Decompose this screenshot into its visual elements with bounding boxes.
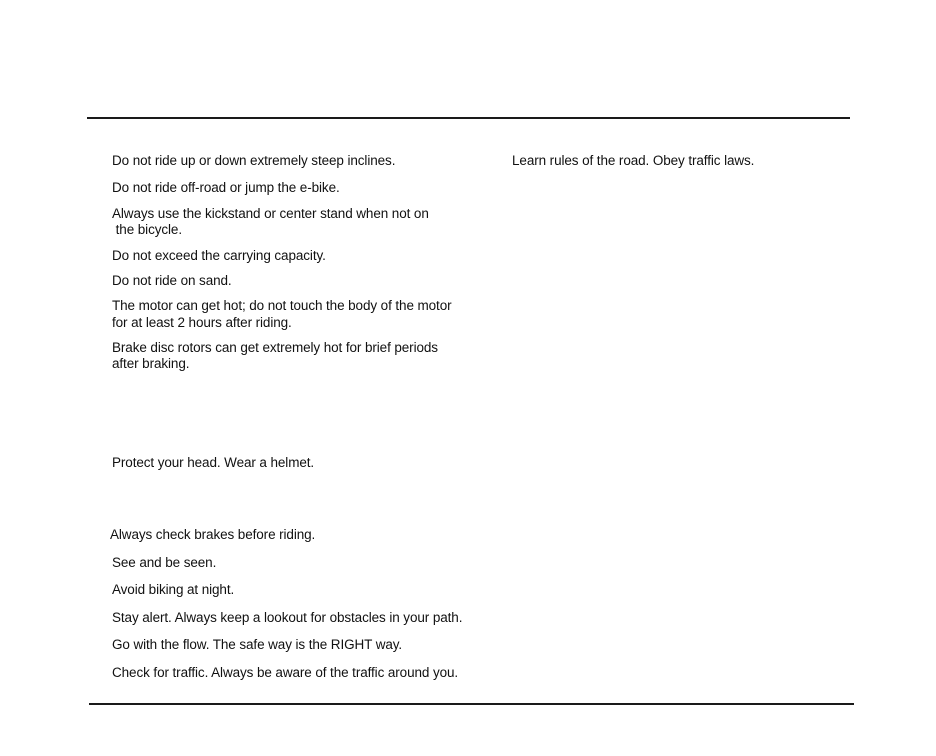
safety-tip: Protect your head. Wear a helmet. [112,455,315,470]
safety-tip-line: for at least 2 hours after riding. [112,315,292,330]
safety-tip: Avoid biking at night. [112,582,235,597]
safety-tip: Do not exceed the carrying capacity. [112,248,326,263]
safety-tip: Check for traffic. Always be aware of the traffic around you. [112,665,459,680]
safety-tip-line: after braking. [112,356,190,371]
safety-tip: Learn rules of the road. Obey traffic laws. [512,153,755,168]
safety-tip: Stay alert. Always keep a lookout for obstacles in your path. [112,610,463,625]
safety-tip-line: Brake disc rotors can get extremely hot for brief periods [112,340,438,355]
safety-tip: Go with the flow. The safe way is the RIGHT way. [112,637,403,652]
safety-tip: Do not ride off-road or jump the e-bike. [112,180,340,195]
top-divider [87,117,850,119]
safety-tip: See and be seen. [112,555,217,570]
safety-tip: Do not ride on sand. [112,273,232,288]
bottom-divider [89,703,854,705]
safety-tip-line: Always use the kickstand or center stand when not on [112,206,429,221]
safety-tip-line: the bicycle. [112,222,182,237]
safety-tip: Do not ride up or down extremely steep inclines. [112,153,396,168]
safety-tip: Always check brakes before riding. [110,527,316,542]
safety-tip-line: The motor can get hot; do not touch the body of the motor [112,298,452,313]
